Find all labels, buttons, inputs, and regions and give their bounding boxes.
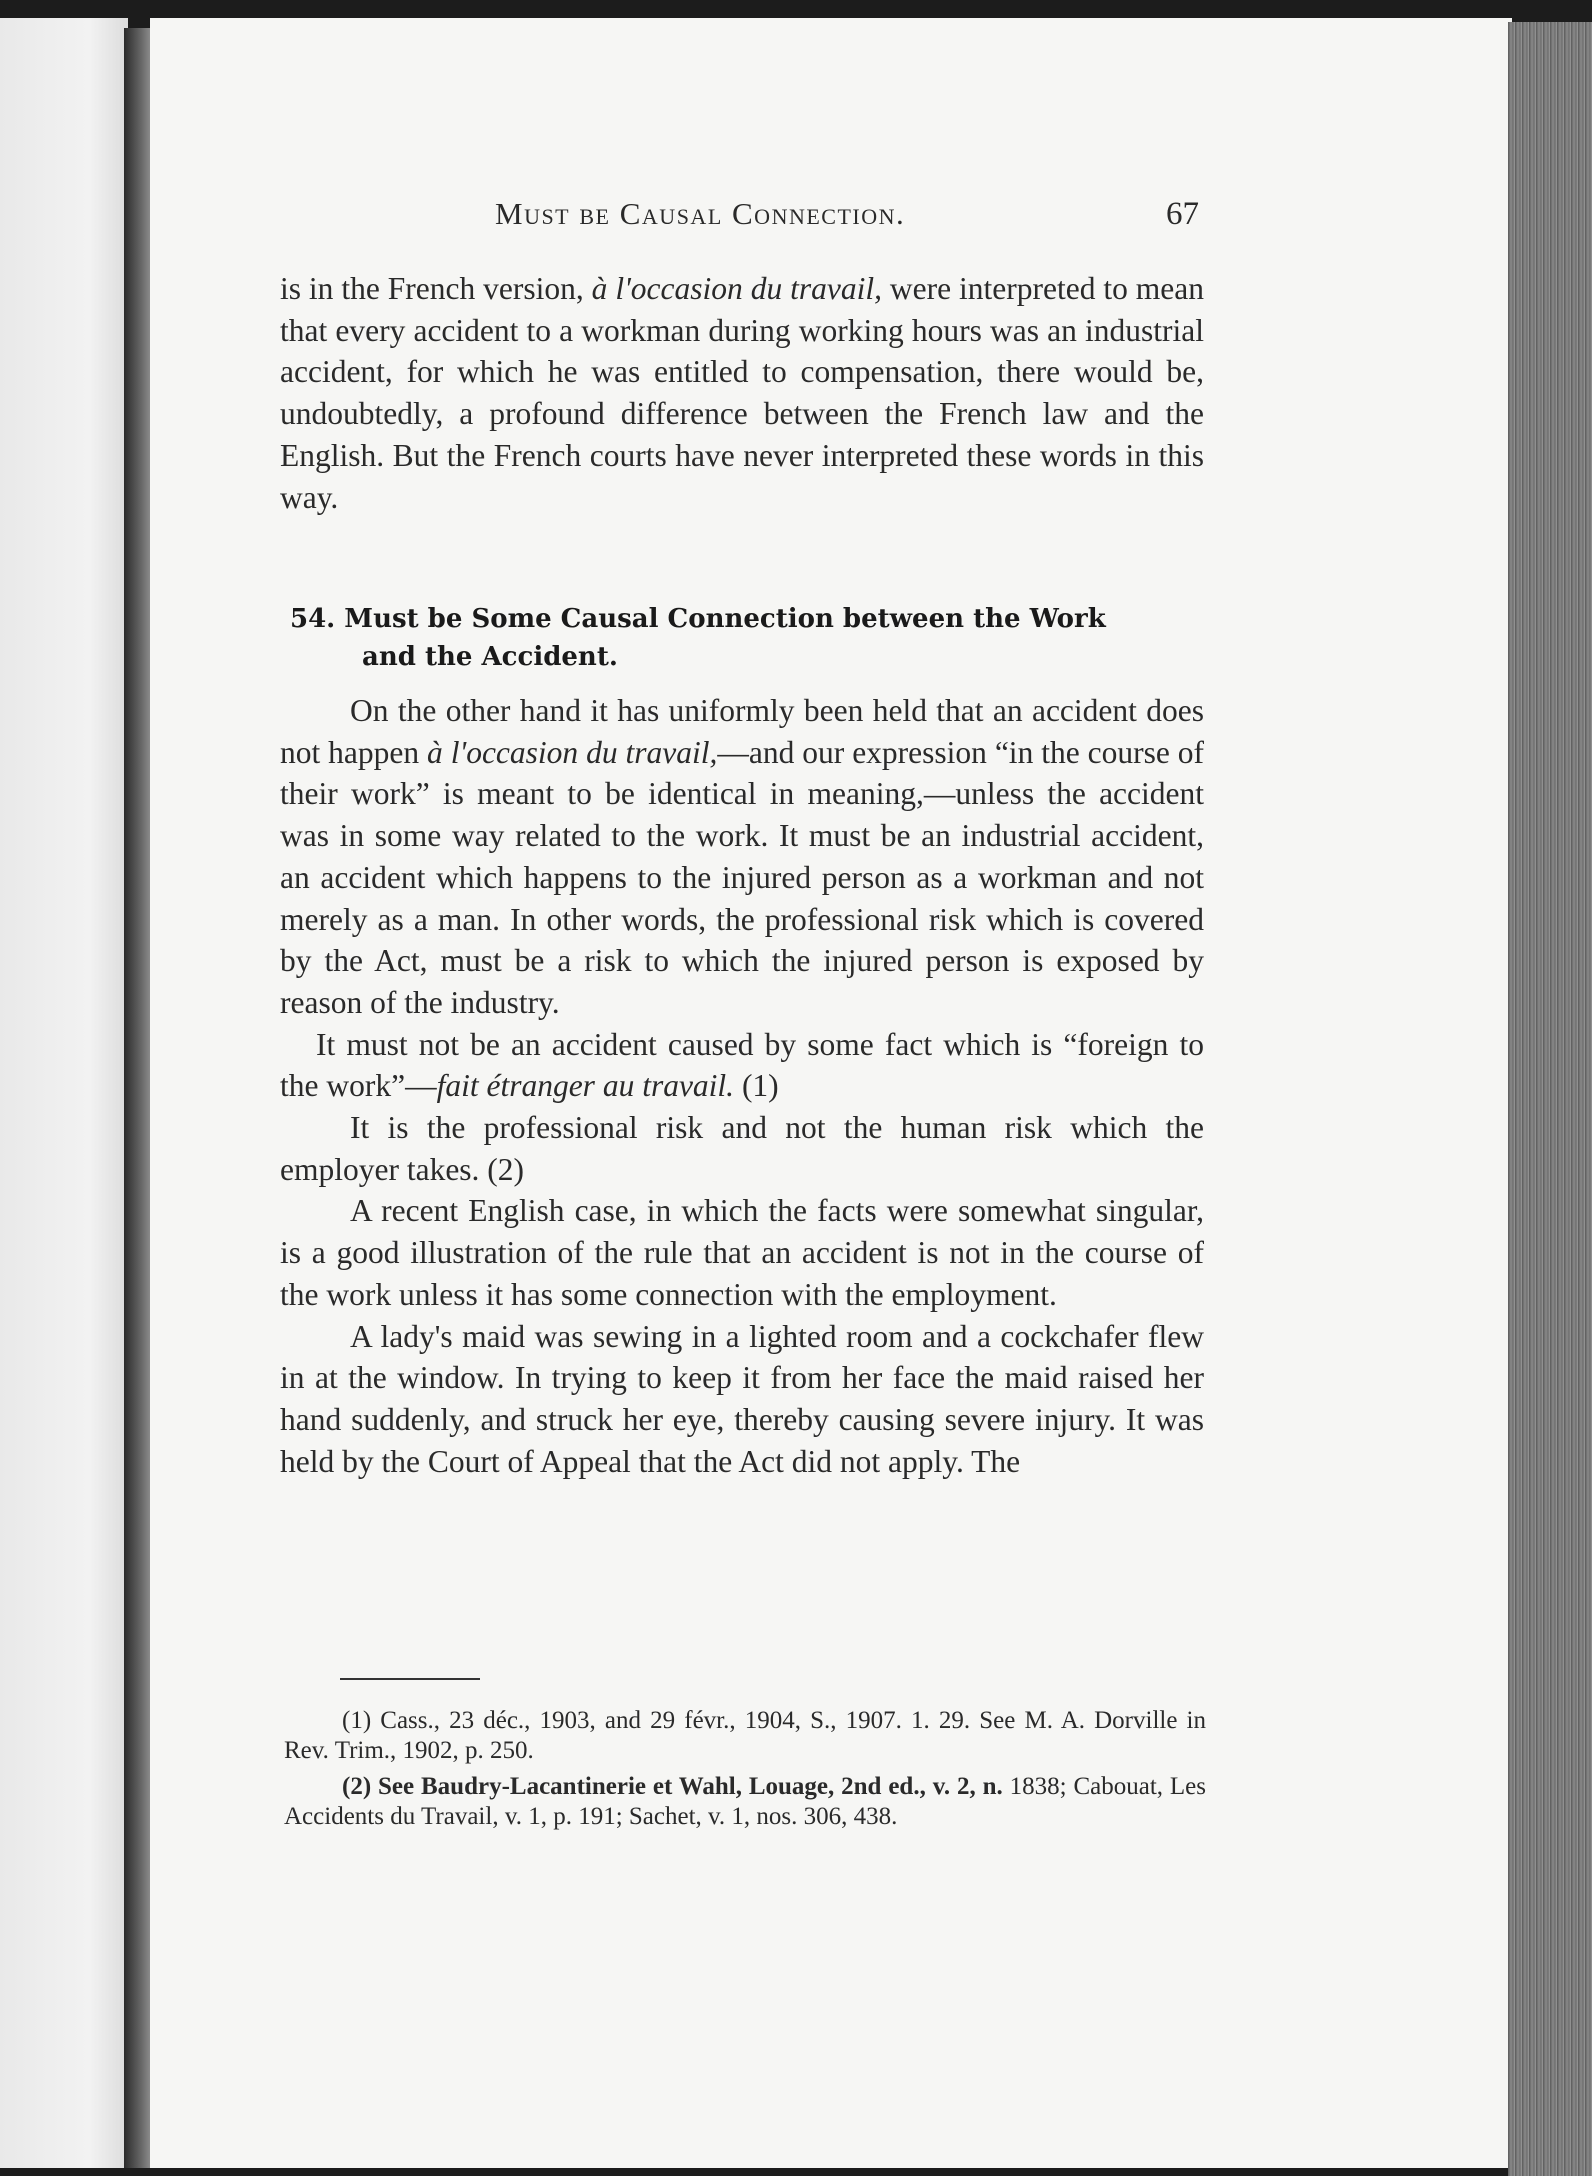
paragraph-1 <box>280 690 1204 1024</box>
facing-page-edge <box>0 18 128 2168</box>
running-title: Must be Causal Connection. <box>495 196 906 231</box>
paragraph-5: A lady's maid was sewing in a lighted room and a cockchafer flew in at the window. In trying to keep it from her face the maid raised her hand suddenly, and struck her eye, thereby causing severe injury. It was held by the Court of Appeal that the Act did not apply. The <box>280 1318 1204 1479</box>
section-number: 54. <box>290 604 336 634</box>
footnotes <box>284 1706 1206 1838</box>
body-text <box>280 690 1204 1482</box>
p2-italic-phrase: fait étranger au travail. <box>436 1068 735 1104</box>
footnote-2-rest: 1838; Cabouat, Les Accidents du Travail, v. 1, p. 191; Sachet, v. 1, nos. 306, 438. <box>284 1773 1206 1830</box>
intro-text-1: is in the French version, <box>280 271 592 306</box>
section-heading-line1: Must be Some Causal Connection between the Work <box>344 604 1106 634</box>
section-heading-line2: and the Accident. <box>362 642 618 672</box>
footnote-2 <box>284 1772 1206 1832</box>
p1-text-b: —and our expression “in the course of their work” is meant to be identical in meaning,—unless the accident was in some way related to the work. It must be an industrial accident, an accident which happens to the injured person as a workman and not merely as a man. In other words, the professional risk which is covered by the Act, must be a risk to which the injured person is exposed by reason of the industry. <box>280 734 1204 1020</box>
intro-italic-phrase: à l'occasion du travail, <box>591 271 882 306</box>
intro-text-2: were interpreted to mean that every accident to a workman during working hours was an industrial accident, for which he was entitled to compensation, there would be, undoubtedly, a profound difference between the French law and the English. But the French courts have never interpreted these words in this way. <box>280 271 1204 515</box>
page-stack-edge <box>1508 22 1592 2176</box>
p1-italic-phrase: à l'occasion du travail, <box>427 734 718 770</box>
page-number: 67 <box>1166 196 1199 232</box>
paragraph-2 <box>280 1024 1204 1107</box>
footnote-rule <box>340 1678 480 1680</box>
footnote-1: (1) Cass., 23 déc., 1903, and 29 févr., 1904, S., 1907. 1. 29. See M. A. Dorville in Rev. Trim., 1902, p. 250. <box>284 1707 1206 1764</box>
intro-paragraph <box>280 268 1204 518</box>
p2-text-b: (1) <box>734 1068 779 1104</box>
paragraph-3: It is the professional risk and not the human risk which the employer takes. (2) <box>280 1110 1204 1187</box>
p2-text-a: It must not be an accident caused by some fact which is “foreign to the work”— <box>280 1026 1204 1104</box>
section-heading <box>290 600 1200 676</box>
p1-text-a: On the other hand it has uniformly been held that an accident does not happen <box>280 693 1204 770</box>
paragraph-4: A recent English case, in which the facts were somewhat singular, is a good illustration of the rule that an accident is not in the course of the work unless it has some connection with the employment. <box>280 1193 1204 1312</box>
footnote-2-lead: (2) See Baudry-Lacantinerie et Wahl, Louage, 2nd ed., v. 2, n. <box>342 1773 1003 1800</box>
